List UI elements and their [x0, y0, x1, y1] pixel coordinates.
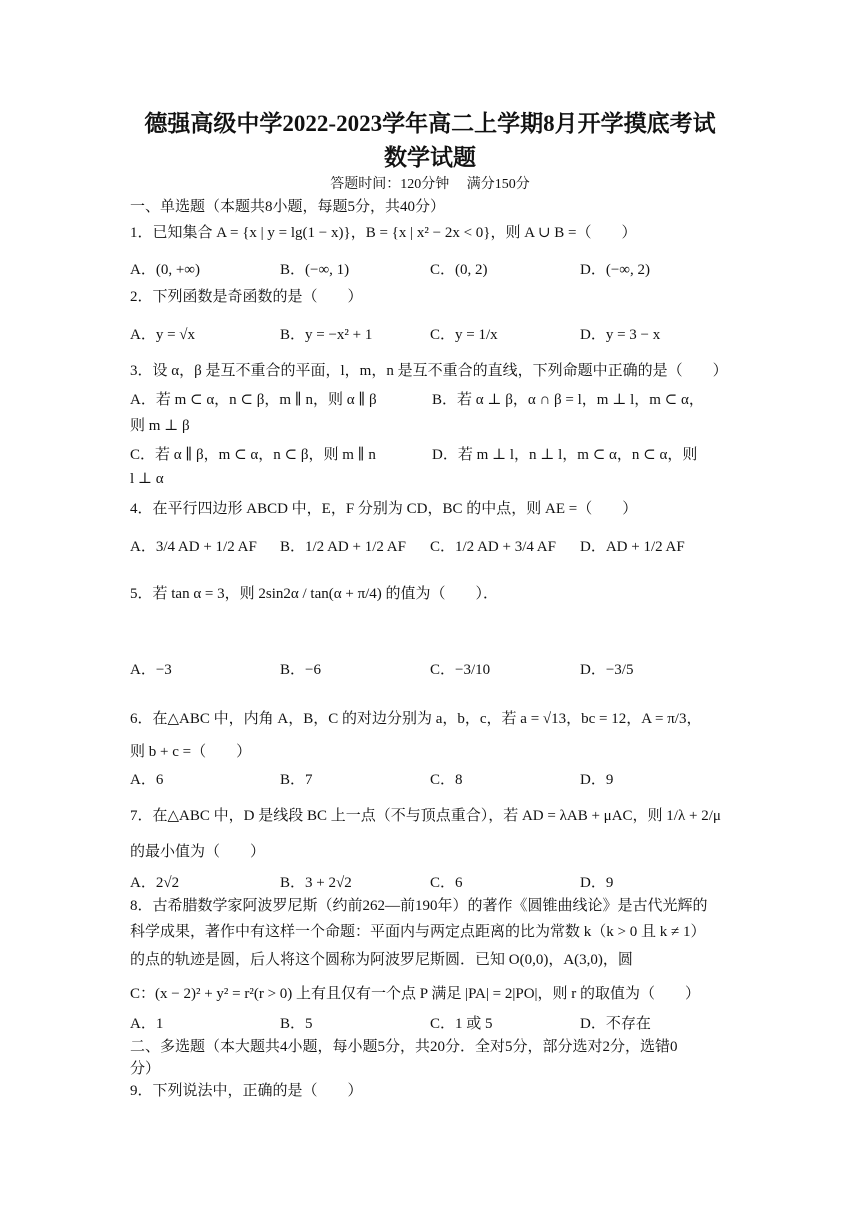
q1-option-d: D．(−∞, 2): [580, 262, 650, 278]
question-4-options: [130, 535, 730, 557]
q6-option-c: C．8: [430, 772, 463, 788]
q5-option-a: A．−3: [130, 662, 172, 678]
section-heading-single-choice: 一、单选题（本题共8小题，每题5分，共40分）: [130, 199, 446, 215]
exam-meta: 答题时间：120分钟 满分150分: [330, 177, 530, 192]
q2-option-c: C．y = 1/x: [430, 327, 498, 343]
question-8-line-4: C：(x − 2)² + y² = r²(r > 0) 上有且仅有一个点 P 满足 |PA| = 2|PO|，则 r 的取值为（ ）: [130, 986, 701, 1002]
q4-option-b: B．1/2 AD + 1/2 AF: [280, 539, 406, 555]
question-6-stem: 6．在△ABC 中，内角 A，B，C 的对边分别为 a，b，c，若 a = √13，bc = 12，A = π/3，: [130, 711, 702, 727]
q7-option-c: C．6: [430, 875, 463, 891]
q2-option-d: D．y = 3 − x: [580, 327, 661, 343]
q8-option-a: A．1: [130, 1016, 164, 1032]
q8-option-c: C．1 或 5: [430, 1016, 493, 1032]
question-2-stem: 2．下列函数是奇函数的是（ ）: [130, 289, 363, 305]
q6-option-d: D．9: [580, 772, 614, 788]
q2-option-b: B．y = −x² + 1: [280, 327, 373, 343]
q7-option-a: A．2√2: [130, 875, 180, 891]
q7-option-b: B．3 + 2√2: [280, 875, 352, 891]
question-8-line-2: 科学成果，著作中有这样一个命题：平面内与两定点距离的比为常数 k（k > 0 且 k ≠ 1）: [130, 924, 706, 940]
question-7-stem: 7．在△ABC 中，D 是线段 BC 上一点（不与顶点重合），若 AD = λAB + μAC，则 1/λ + 2/μ: [130, 808, 721, 824]
q4-option-c: C．1/2 AD + 3/4 AF: [430, 539, 556, 555]
question-7-options: [130, 871, 730, 893]
question-9-stem: 9．下列说法中，正确的是（ ）: [130, 1083, 363, 1099]
question-3-stem: 3．设 α，β 是互不重合的平面，l，m，n 是互不重合的直线，下列命题中正确的是（ ）: [130, 363, 728, 379]
q6-option-b: B．7: [280, 772, 313, 788]
question-4-stem: 4．在平行四边形 ABCD 中，E，F 分别为 CD，BC 的中点，则 AE =（ ）: [130, 501, 638, 517]
q4-option-d: D．AD + 1/2 AF: [580, 539, 685, 555]
q4-option-a: A．3/4 AD + 1/2 AF: [130, 539, 257, 555]
q3-option-b-continued: 则 m ⊥ β: [130, 418, 190, 434]
section-heading-multiple-choice: 二、多选题（本大题共4小题，每小题5分，共20分．全对5分，部分选对2分，选错0: [130, 1039, 678, 1055]
q3-option-a: A．若 m ⊂ α，n ⊂ β，m ∥ n，则 α ∥ β: [130, 392, 377, 408]
q8-option-b: B．5: [280, 1016, 313, 1032]
question-6-options: [130, 768, 730, 790]
question-6-stem-continued: 则 b + c =（ ）: [130, 744, 252, 760]
q3-option-b: B．若 α ⊥ β，α ∩ β = l，m ⊥ l，m ⊂ α，: [432, 392, 704, 408]
q7-option-d: D．9: [580, 875, 614, 891]
question-8-line-1: 8．古希腊数学家阿波罗尼斯（约前262—前190年）的著作《圆锥曲线论》是古代光辉的: [130, 898, 708, 914]
question-5-options: [130, 658, 730, 680]
question-8-options: [130, 1012, 730, 1034]
q5-option-b: B．−6: [280, 662, 321, 678]
q5-option-d: D．−3/5: [580, 662, 634, 678]
section-heading-multiple-choice-continued: 分）: [130, 1061, 161, 1077]
q6-option-a: A．6: [130, 772, 164, 788]
q3-option-d-continued: l ⊥ α: [130, 471, 164, 487]
question-1-stem: 1．已知集合 A = {x | y = lg(1 − x)}，B = {x | x² − 2x < 0}，则 A ∪ B =（ ）: [130, 225, 637, 241]
exam-subtitle: 数学试题: [384, 145, 476, 170]
question-2-options: [130, 323, 730, 345]
exam-title: 德强高级中学2022-2023学年高二上学期8月开学摸底考试: [144, 111, 716, 136]
q2-option-a: A．y = √x: [130, 327, 196, 343]
q8-option-d: D．不存在: [580, 1016, 651, 1032]
q5-option-c: C．−3/10: [430, 662, 491, 678]
question-8-line-3: 的点的轨迹是圆，后人将这个圆称为阿波罗尼斯圆．已知 O(0,0)，A(3,0)，圆: [130, 952, 633, 968]
q3-option-d: D．若 m ⊥ l，n ⊥ l，m ⊂ α，n ⊂ α，则: [432, 447, 698, 463]
q3-option-c: C．若 α ∥ β，m ⊂ α，n ⊂ β，则 m ∥ n: [130, 447, 376, 463]
q1-option-c: C．(0, 2): [430, 262, 488, 278]
q1-option-a: A．(0, +∞): [130, 262, 200, 278]
question-5-stem: 5．若 tan α = 3，则 2sin2α / tan(α + π/4) 的值为（ ）．: [130, 586, 499, 602]
q1-option-b: B．(−∞, 1): [280, 262, 350, 278]
question-1-options: [130, 258, 730, 280]
question-7-stem-continued: 的最小值为（ ）: [130, 844, 266, 860]
